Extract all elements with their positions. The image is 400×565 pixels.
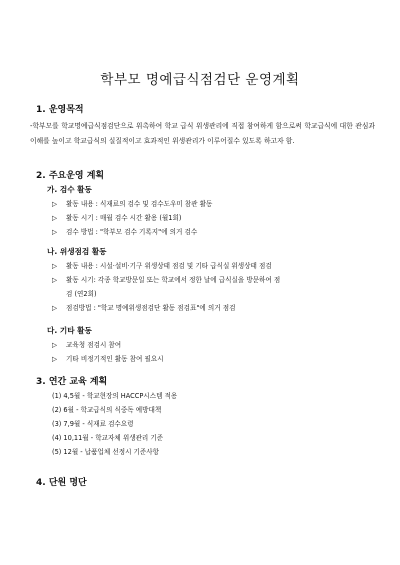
subsection-ga-heading: 가. 검수 활동	[47, 185, 92, 194]
list-item: ▷ 기타 비정기적인 활동 참여 필요시	[52, 355, 164, 363]
triangle-bullet-icon: ▷	[52, 262, 58, 270]
list-item: (1) 4,5월 - 학교현장의 HACCP시스템 적용	[52, 392, 178, 400]
list-item: ▷ 검수 방법 : "학부모 검수 기록지"에 의거 검수	[52, 228, 198, 236]
triangle-bullet-icon: ▷	[52, 214, 58, 222]
list-item: ▷ 활동 내용 : 시설·설비·기구 위생상태 점검 및 기타 급식실 위생상태 점검	[52, 262, 272, 270]
document-title: 학부모 명예급식점검단 운영계획	[100, 72, 300, 88]
list-item: ▷ 활동 시기: 각종 학교방문일 또는 학교에서 정한 날에 급식실을 방문하여 점	[52, 276, 281, 284]
list-item-continuation: 검 (연2회)	[66, 290, 97, 298]
triangle-bullet-icon: ▷	[52, 341, 58, 349]
list-item: ▷ 점검방법 : "학교 명예위생점검단 활동 점검표"에 의거 점검	[52, 304, 236, 312]
list-item: (4) 10,11월 - 학교자체 위생관리 기준	[52, 434, 164, 442]
subsection-da-heading: 다. 기타 활동	[47, 326, 92, 335]
list-item: ▷ 활동 내용 : 식재료의 검수 및 검수도우미 참관 활동	[52, 200, 213, 208]
triangle-bullet-icon: ▷	[52, 228, 58, 236]
list-item: (2) 6월 - 학교급식의 식중독 예방대책	[52, 406, 162, 414]
section-1-heading: 1. 운영목적	[36, 105, 84, 115]
triangle-bullet-icon: ▷	[52, 355, 58, 363]
list-item: (5) 12월 - 납품업체 선정시 기준사항	[52, 448, 160, 456]
list-item: ▷ 활동 시기 : 매월 검수 시간 활용 (월1회)	[52, 214, 182, 222]
list-item: ▷ 교육청 점검시 참여	[52, 341, 122, 349]
list-item: (3) 7,9월 - 식재료 검수요령	[52, 420, 134, 428]
triangle-bullet-icon: ▷	[52, 276, 58, 284]
subsection-na-heading: 나. 위생점검 활동	[47, 247, 107, 256]
section-4-heading: 4. 단원 명단	[36, 478, 87, 488]
section-1-text: -학부모를 학교명예급식점검단으로 위촉하여 학교 급식 위생관리에 직접 참여하게 함으로써 학교급식에 대한 관심과 이해를 높이고 학교급식의 실질적이고 효과적인 위생관리가 이루어질수 있도록 하고자 함.	[30, 122, 375, 145]
section-3-heading: 3. 연간 교육 계획	[36, 377, 108, 387]
triangle-bullet-icon: ▷	[52, 304, 58, 312]
section-2-heading: 2. 주요운영 계획	[36, 171, 105, 181]
triangle-bullet-icon: ▷	[52, 200, 58, 208]
